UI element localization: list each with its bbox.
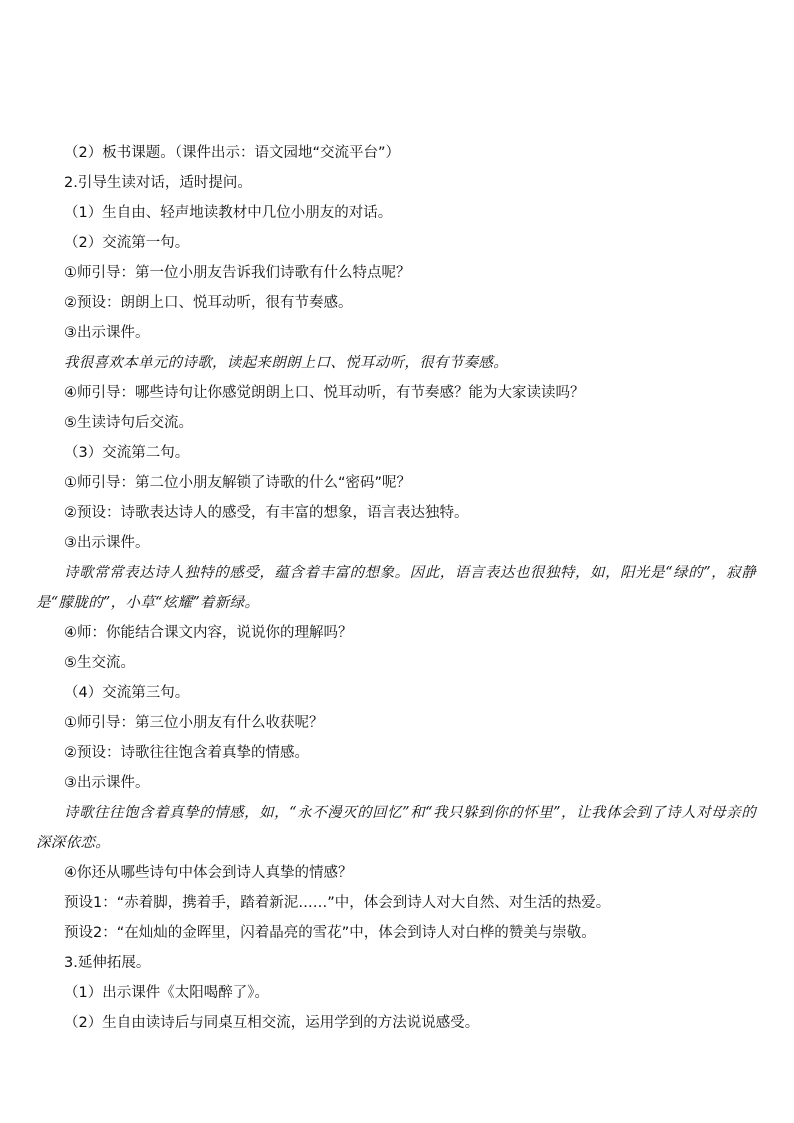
text-line: ②预设：诗歌往往饱含着真挚的情感。 — [64, 745, 309, 761]
courseware-quote: 诗歌常常表达诗人独特的感受，蕴含着丰富的想象。因此，语言表达也很独特，如，阳光是“绿的”，寂静是“朦胧的”，小草“炫耀”着新绿。 — [36, 565, 756, 611]
text-line: ③出示课件。 — [64, 535, 150, 551]
text-line: ①师引导：第一位小朋友告诉我们诗歌有什么特点呢？ — [64, 265, 411, 281]
section-heading: 2.引导生读对话，适时提问。 — [64, 175, 252, 191]
text-line: ③出示课件。 — [64, 325, 150, 341]
courseware-quote: 我很喜欢本单元的诗歌，读起来朗朗上口、悦耳动听，很有节奏感。 — [64, 355, 508, 371]
text-line: ④你还从哪些诗句中体会到诗人真挚的情感？ — [64, 865, 353, 881]
text-line: （2）生自由读诗后与同桌互相交流，运用学到的方法说说感受。 — [64, 1015, 480, 1031]
subsection-heading: （3）交流第二句。 — [64, 445, 190, 461]
text-line: ⑤生交流。 — [64, 655, 135, 671]
text-line: （1）生自由、轻声地读教材中几位小朋友的对话。 — [64, 205, 393, 221]
courseware-quote: 诗歌往往饱含着真挚的情感，如，“永不漫灭的回忆”和“我只躲到你的怀里”，让我体会到了诗人对母亲的深深依恋。 — [36, 805, 756, 851]
text-line: ③出示课件。 — [64, 775, 150, 791]
text-line: 预设2：“在灿灿的金晖里，闪着晶亮的雪花”中，体会到诗人对白桦的赞美与崇敬。 — [64, 925, 596, 941]
subsection-heading: （4）交流第三句。 — [64, 685, 190, 701]
subsection-heading: （2）交流第一句。 — [64, 235, 190, 251]
text-line: ②预设：朗朗上口、悦耳动听，很有节奏感。 — [64, 295, 353, 311]
text-line: （2）板书课题。（课件出示：语文园地“交流平台”） — [64, 145, 400, 161]
text-line: ②预设：诗歌表达诗人的感受，有丰富的想象，语言表达独特。 — [64, 505, 469, 521]
text-line: 预设1：“赤着脚，携着手，踏着新泥……”中，体会到诗人对大自然、对生活的热爱。 — [64, 895, 611, 911]
text-line: ⑤生读诗句后交流。 — [64, 415, 193, 431]
text-line: ④师引导：哪些诗句让你感觉朗朗上口、悦耳动听，有节奏感？能为大家读读吗？ — [64, 385, 585, 401]
text-line: ①师引导：第二位小朋友解锁了诗歌的什么“密码”呢？ — [64, 475, 412, 491]
text-line: （1）出示课件《太阳喝醉了》。 — [64, 985, 269, 1001]
text-line: ①师引导：第三位小朋友有什么收获呢？ — [64, 715, 324, 731]
text-line: ④师：你能结合课文内容，说说你的理解吗？ — [64, 625, 353, 641]
section-heading: 3.延伸拓展。 — [64, 955, 151, 971]
